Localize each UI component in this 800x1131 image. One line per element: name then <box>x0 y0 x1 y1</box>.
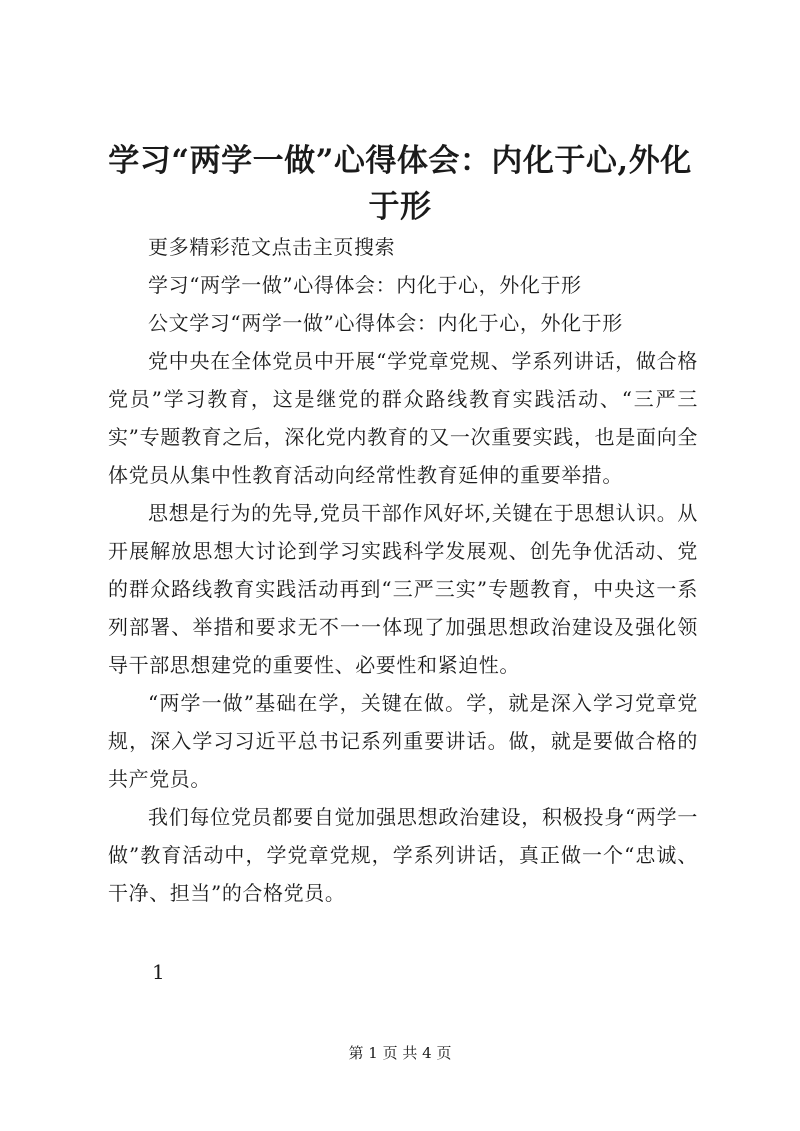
paragraph-body: 党中央在全体党员中开展“学党章党规、学系列讲话，做合格党员”学习教育，这是继党的群众路线教育实践活动、“三严三实”专题教育之后，深化党内教育的又一次重要实践，也是面向全体党员从集中性教育活动向经常性教育延伸的重要举措。 <box>108 349 698 487</box>
document-title: 学习“两学一做”心得体会：内化于心,外化于形 <box>108 143 692 225</box>
paragraph-body: 我们每位党员都要自觉加强思想政治建设，积极投身“两学一做”教育活动中，学党章党规，学系列讲话，真正做一个“忠诚、干净、担当”的合格党员。 <box>108 805 698 905</box>
document-body <box>108 228 698 912</box>
page-footer: 第 1 页 共 4 页 <box>348 1044 452 1062</box>
paragraph-more-link-text: 更多精彩范文点击主页搜索 <box>148 235 396 259</box>
paragraph-body: “两学一做”基础在学，关键在做。学，就是深入学习党章党规，深入学习习近平总书记系列重要讲话。做，就是要做合格的共产党员。 <box>108 691 698 791</box>
paragraph-body: 思想是行为的先导,党员干部作风好坏,关键在于思想认识。从开展解放思想大讨论到学习实践科学发展观、创先争优活动、党的群众路线教育实践活动再到“三严三实”专题教育，中央这一系列部署、举措和要求无不一一体现了加强思想政治建设及强化领导干部思想建党的重要性、必要性和紧迫性。 <box>108 501 698 677</box>
paragraph-official-title: 公文学习“两学一做”心得体会：内化于心，外化于形 <box>148 311 623 335</box>
paragraph-subtitle: 学习“两学一做”心得体会：内化于心，外化于形 <box>148 273 582 297</box>
page-number: 1 <box>152 960 165 984</box>
